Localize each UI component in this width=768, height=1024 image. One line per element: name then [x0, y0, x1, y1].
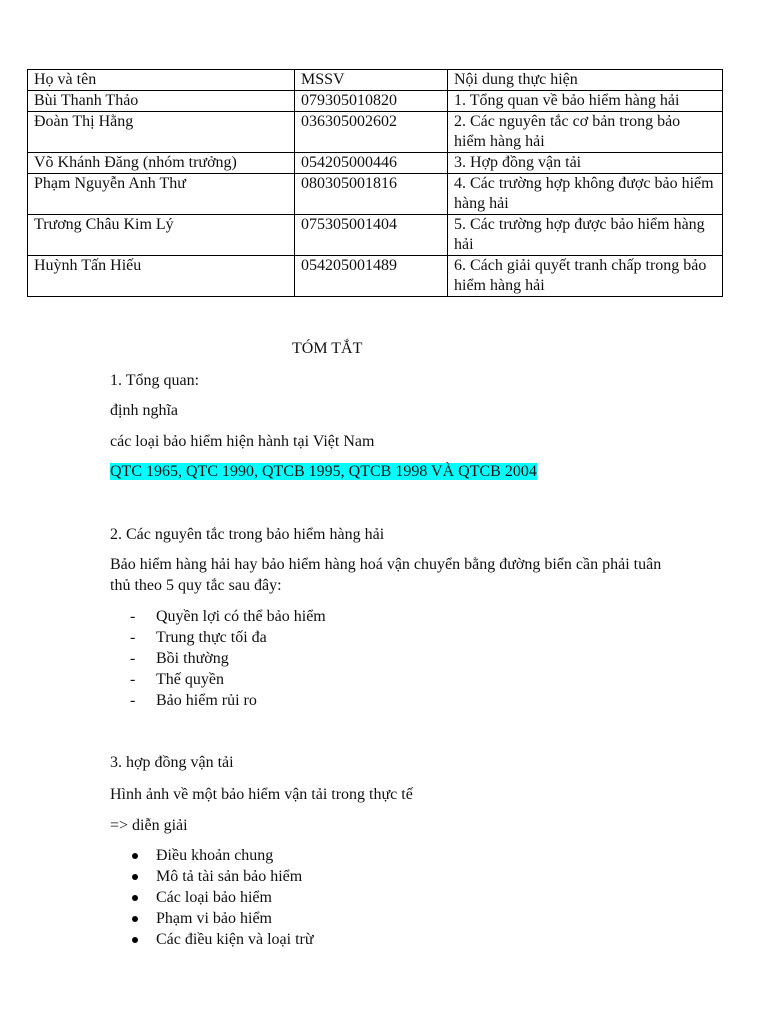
list-item-text: Trung thực tối đa [156, 629, 267, 646]
header-student-id: MSSV [295, 70, 448, 91]
section3-line2: => diễn giải [110, 817, 188, 834]
member-id: 080305001816 [295, 174, 448, 215]
principles-list [130, 606, 326, 711]
bullet-icon [132, 916, 138, 922]
list-item [130, 887, 314, 908]
member-id: 075305001404 [295, 215, 448, 256]
list-item-text: Điều khoản chung [156, 847, 274, 864]
header-task: Nội dung thực hiện [448, 70, 723, 91]
dash-marker: - [130, 650, 136, 667]
dash-marker: - [130, 608, 136, 625]
section1-types: các loại bảo hiểm hiện hành tại Việt Nam [110, 433, 375, 450]
member-name: Trương Châu Kim Lý [28, 215, 295, 256]
member-name: Huỳnh Tấn Hiếu [28, 256, 295, 297]
table-row [28, 91, 723, 112]
table-row [28, 215, 723, 256]
member-table [27, 69, 723, 297]
table-row [28, 112, 723, 153]
member-name: Bùi Thanh Thảo [28, 91, 295, 112]
section3-line1: Hình ảnh về một bảo hiểm vận tải trong thực tế [110, 786, 413, 803]
list-item [130, 669, 326, 690]
dash-marker: - [130, 692, 136, 709]
member-id: 036305002602 [295, 112, 448, 153]
list-item [130, 606, 326, 627]
bullet-icon [132, 937, 138, 943]
list-item-text: Bảo hiểm rủi ro [156, 692, 257, 709]
member-task: 4. Các trường hợp không được bảo hiểm hàng hải [448, 174, 723, 215]
list-item [130, 866, 314, 887]
list-item [130, 690, 326, 711]
highlighted-text: QTC 1965, QTC 1990, QTCB 1995, QTCB 1998 VÀ QTCB 2004 [110, 463, 537, 480]
member-id: 079305010820 [295, 91, 448, 112]
section2-heading: 2. Các nguyên tắc trong bảo hiểm hàng hải [110, 526, 385, 543]
member-task: 1. Tổng quan về bảo hiểm hàng hải [448, 91, 723, 112]
list-item [130, 929, 314, 950]
member-task: 5. Các trường hợp được bảo hiểm hàng hải [448, 215, 723, 256]
list-item [130, 648, 326, 669]
bullet-icon [132, 853, 138, 859]
section2-paragraph: Bảo hiểm hàng hải hay bảo hiểm hàng hoá vận chuyển bằng đường biển cần phải tuân thủ theo 5 quy tắc sau đây: [110, 556, 662, 594]
list-item-text: Các loại bảo hiểm [156, 889, 272, 906]
list-item-text: Các điều kiện và loại trừ [156, 931, 314, 948]
table-row [28, 174, 723, 215]
dash-marker: - [130, 671, 136, 688]
list-item [130, 845, 314, 866]
section3-heading: 3. hợp đồng vận tải [110, 754, 234, 771]
member-task: 2. Các nguyên tắc cơ bản trong bảo hiểm hàng hải [448, 112, 723, 153]
dash-marker: - [130, 629, 136, 646]
section1-definition: định nghĩa [110, 402, 178, 419]
list-item-text: Thế quyền [156, 671, 224, 688]
list-item-text: Phạm vi bảo hiểm [156, 910, 272, 927]
header-name: Họ và tên [28, 70, 295, 91]
bullet-icon [132, 895, 138, 901]
member-id: 054205000446 [295, 153, 448, 174]
table-row [28, 256, 723, 297]
list-item-text: Mô tả tài sản bảo hiểm [156, 868, 303, 885]
table-row [28, 153, 723, 174]
list-item-text: Quyền lợi có thể bảo hiểm [156, 608, 326, 625]
table-header-row [28, 70, 723, 91]
member-task: 6. Cách giải quyết tranh chấp trong bảo hiểm hàng hải [448, 256, 723, 297]
list-item [130, 627, 326, 648]
list-item-text: Bồi thường [156, 650, 229, 667]
section1-heading: 1. Tổng quan: [110, 372, 200, 389]
member-id: 054205001489 [295, 256, 448, 297]
member-name: Phạm Nguyễn Anh Thư [28, 174, 295, 215]
contract-items-list [130, 845, 314, 950]
member-task: 3. Hợp đồng vận tải [448, 153, 723, 174]
list-item [130, 908, 314, 929]
section1-highlight-line [110, 461, 537, 482]
summary-title: TÓM TẮT [292, 340, 363, 357]
member-name: Võ Khánh Đăng (nhóm trưởng) [28, 153, 295, 174]
member-name: Đoàn Thị Hằng [28, 112, 295, 153]
bullet-icon [132, 874, 138, 880]
